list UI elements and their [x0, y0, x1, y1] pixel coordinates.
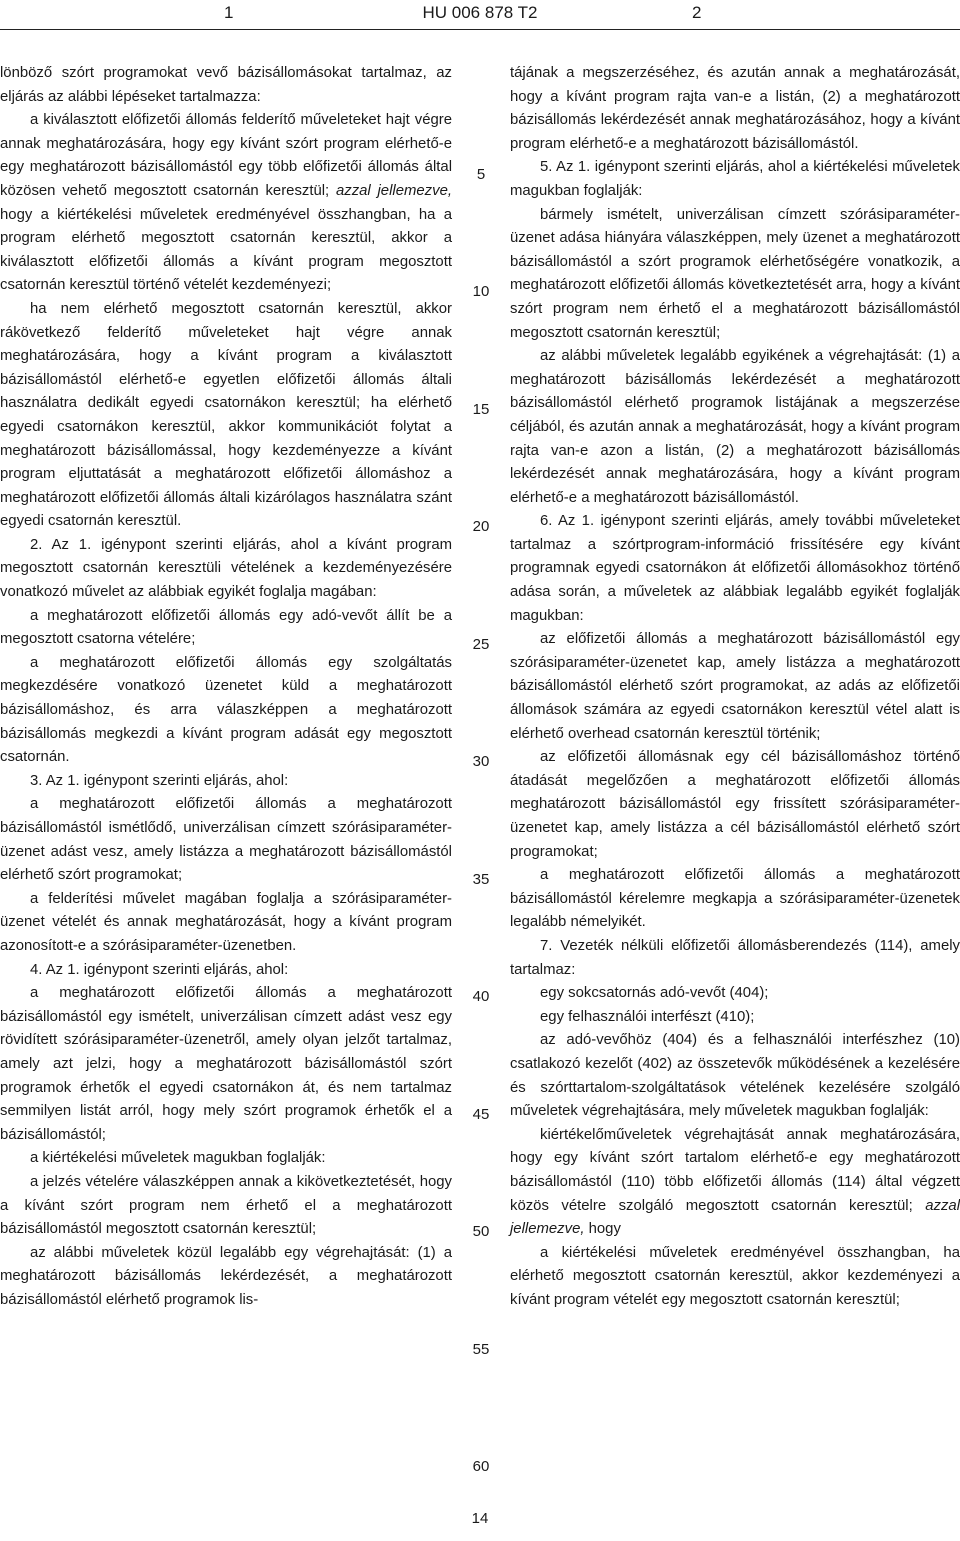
left-column — [0, 62, 452, 1312]
paragraph: egy felhasználói interfészt (410); — [540, 1008, 755, 1025]
header-rule — [0, 29, 960, 30]
document-number: HU 006 878 T2 — [422, 3, 538, 22]
paragraph: tájának a megszerzéséhez, és azután annak a meghatározását, hogy a kívánt program rajta van-e a listán, (2) a meghatározott bázisállomás lekérdezését annak meghatározásához, hogy a kívánt program elérhető-e a meghatározott bázisállomástól. — [510, 65, 960, 152]
paragraph: az előfizetői állomásnak egy cél bázisállomáshoz történő átadását megelőzően a meghatározott előfizetői állomás meghatározott bázisállomástól egy frissített szórásiparaméter-üzenetet kap, amely listázza a cél bázisállomástól elérhető szórt programokat; — [510, 749, 960, 860]
paragraph: az adó-vevőhöz (404) és a felhasználói interfészhez (10) csatlakozó kezelőt (402) az összetevők működésének a kezelésére és szórttartalom-szolgáltatások vételének kezelésére szolgáló műveletek végrehajtására, mely műveletek magukban foglalják: — [510, 1032, 960, 1120]
line-number: 30 — [472, 753, 490, 770]
claim-3: 3. Az 1. igénypont szerinti eljárás, ahol: — [30, 772, 289, 789]
paragraph: bármely ismételt, univerzálisan címzett szórásiparaméter-üzenet adása hiányára válaszképpen, mely üzenet a meghatározott bázisállomástól a szórt programok elérhetőségére vonatkozik, a meghatározott előfizetői állomás következtetését arra, hogy a kívánt szórt program nem érhető el a meghatározott bázisállomástól megosztott csatornán keresztül; — [510, 206, 960, 341]
right-column — [510, 62, 960, 1312]
paragraph: a jelzés vételére válaszképpen annak a kikövetkeztetését, hogy a kívánt szórt program nem érhető el a meghatározott bázisállomástól megosztott csatornán keresztül; — [0, 1173, 452, 1238]
paragraph: lönböző szórt programokat vevő bázisállomásokat tartalmaz, az eljárás az alábbi lépéseket tartalmazza: — [0, 65, 452, 105]
paragraph: a kiértékelési műveletek eredményével összhangban, ha elérhető megosztott csatornán keresztül, akkor kezdeményezi a kívánt program vételét egy megosztott csatornán keresztül; — [510, 1244, 960, 1308]
line-number: 15 — [472, 401, 490, 418]
line-number: 60 — [472, 1458, 490, 1475]
claim-6: 6. Az 1. igénypont szerinti eljárás, amely további műveleteket tartalmaz a szórtprogram-információ frissítésére egy kívánt programnak egyedi csatornákon át előfizetői állomásokhoz történő adása során, a műveletek az alábbiak legalább egyikét foglalják magukban: — [510, 513, 960, 624]
line-number: 50 — [472, 1223, 490, 1240]
line-number: 25 — [472, 636, 490, 653]
line-number: 5 — [476, 166, 486, 183]
paragraph: az alábbi műveletek legalább egyikének a végrehajtását: (1) a meghatározott bázisállomás lekérdezését a meghatározott bázisállomástól elérhető programok listájának a megszerzése céljából, és azután annak a meghatározását, hogy a kívánt program rajta van-e azon a listán, (2) a meghatározott bázisállomás lekérdezését annak meghatározására, hogy a kívánt program elérhető-e a meghatározott bázisállomástól. — [510, 348, 960, 506]
paragraph: a kiválasztott előfizetői állomás felderítő műveleteket hajt végre annak meghatározására, hogy egy kívánt szórt program elérhető-e egy meghatározott bázisállomástól egy több előfizetői állomás által közösen vehető megosztott csatornán keresztül; azzal jellemezve, hogy a kiértékelési műveletek eredményével összhangban, ha a program elérhető megosztott csatornán keresztül, akkor a kiválasztott előfizetői állomás a kívánt program megosztott csatornán keresztül történő vételét kezdeményezi; — [0, 112, 452, 294]
line-number: 45 — [472, 1106, 490, 1123]
line-number: 35 — [472, 871, 490, 888]
claim-7: 7. Vezeték nélküli előfizetői állomásberendezés (114), amely tartalmaz: — [510, 937, 960, 978]
claim-4: 4. Az 1. igénypont szerinti eljárás, ahol: — [30, 961, 289, 978]
paragraph: a felderítési művelet magában foglalja a szórásiparaméter-üzenet vételét és annak meghatározását, hogy a kívánt program azonosított-e a szórásiparaméter-üzenetben. — [0, 890, 452, 954]
paragraph: a meghatározott előfizetői állomás a meghatározott bázisállomástól egy ismételt, univerzálisan címzett adást vesz egy rövidített szórásiparaméter-üzenetről, amely olyan jelzőt tartalmaz, amely azt jelzi, hogy a meghatározott bázisállomástól szórt programok érhetők el egyedi csatornákon át, és nem tartalmaz semmilyen listát arról, hogy mely szórt programok érhetők el a bázisállomástól; — [0, 985, 452, 1143]
line-numbers — [456, 62, 506, 1532]
line-number: 20 — [472, 518, 490, 535]
paragraph: az alábbi műveletek közül legalább egy végrehajtását: (1) a meghatározott bázisállomás lekérdezését, a meghatározott bázisállomástól elérhető programok lis- — [0, 1244, 452, 1308]
left-page-number: 1 — [224, 3, 234, 22]
claim-2: 2. Az 1. igénypont szerinti eljárás, ahol a kívánt program megosztott csatornán keresztüli vételének a kezdeményezésére vonatkozó művelet az alábbiak egyikét foglalja magában: — [0, 536, 452, 601]
line-number: 10 — [472, 283, 490, 300]
paragraph: egy sokcsatornás adó-vevőt (404); — [540, 985, 769, 1002]
paragraph: kiértékelőműveletek végrehajtását annak meghatározására, hogy egy kívánt szórt tartalom elérhető-e egy meghatározott bázisállomástól (110) több előfizetői állomás (114) által végzett közös vételre szolgáló megosztott csatornán keresztül; azzal jellemezve, hogy — [510, 1126, 960, 1238]
page-header — [0, 0, 960, 30]
right-page-number: 2 — [692, 3, 702, 22]
page-footer-number: 14 — [471, 1510, 489, 1527]
paragraph: a meghatározott előfizetői állomás egy szolgáltatás megkezdésére vonatkozó üzenetet küld a meghatározott bázisállomáshoz, és arra válaszképpen a meghatározott bázisállomás megkezdi a kívánt program adását egy megosztott csatornán. — [0, 654, 452, 766]
paragraph: a meghatározott előfizetői állomás a meghatározott bázisállomástól ismétlődő, univerzálisan címzett szórásiparaméter-üzenet adást vesz, amely listázza a meghatározott bázisállomástól elérhető szórt programokat; — [0, 796, 452, 884]
paragraph: a meghatározott előfizetői állomás egy adó-vevőt állít be a megosztott csatorna vételére; — [0, 607, 452, 648]
claim-5: 5. Az 1. igénypont szerinti eljárás, ahol a kiértékelési műveletek magukban foglalják: — [510, 159, 960, 199]
paragraph: ha nem elérhető megosztott csatornán keresztül, akkor rákövetkező felderítő műveleteket hajt végre annak meghatározására, hogy a kívánt program a kiválasztott bázisállomástól elérhető-e egyetlen előfizetői állomás általi használatra dedikált egyedi csatornákon keresztül; ha elérhető egyedi csatornákon keresztül, akkor kommunikációt folytat a meghatározott bázisállomással, hogy kezdeményezze a kívánt program eljuttatását a meghatározott előfizetői állomáshoz a meghatározott előfizetői állomás általi kizárólagos használatra szánt egyedi csatornán keresztül. — [0, 300, 452, 530]
line-number: 40 — [472, 988, 490, 1005]
paragraph: a meghatározott előfizetői állomás a meghatározott bázisállomástól kérelemre megkapja a szórásiparaméter-üzenetek legalább némelyikét. — [510, 867, 960, 931]
line-number: 55 — [472, 1341, 490, 1358]
paragraph: a kiértékelési műveletek magukban foglalják: — [30, 1150, 326, 1167]
paragraph: az előfizetői állomás a meghatározott bázisállomástól egy szórásiparaméter-üzenetet kap, amely listázza a meghatározott bázisállomástól elérhető szórt programokat, az adás az előfizetői állomások számára az egyedi csatornákon keresztül vétel alatt is elérhető overhead csatornán keresztül történik; — [510, 631, 960, 742]
